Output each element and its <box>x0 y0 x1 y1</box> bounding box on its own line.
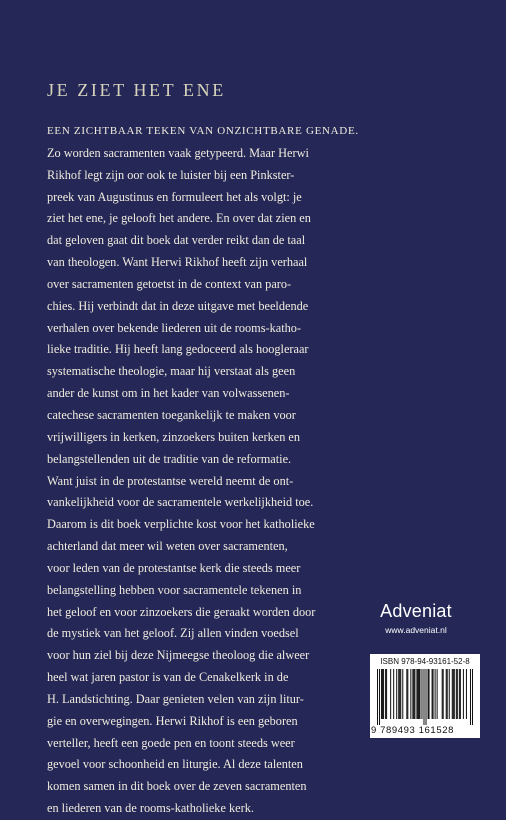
blurb-line: over sacramenten getoetst in de context van paro- <box>47 276 292 291</box>
blurb-line: Want juist in de protestantse wereld neemt de ont- <box>47 473 294 488</box>
blurb-line: vrijwilligers in kerken, zinzoekers buiten kerken en <box>47 429 301 444</box>
barcode-graphic <box>377 669 473 725</box>
blurb-line: het geloof en voor zinzoekers die geraakt worden door <box>47 604 316 619</box>
blurb-text <box>47 121 359 820</box>
barcode-bar <box>432 669 433 719</box>
barcode-bar <box>466 669 467 719</box>
barcode-bar <box>443 669 444 719</box>
barcode-bar <box>396 669 397 719</box>
barcode-bar <box>416 669 417 719</box>
barcode-bar <box>381 669 382 719</box>
barcode-bar <box>382 669 383 719</box>
barcode-bar <box>390 669 391 719</box>
barcode-bar <box>457 669 458 719</box>
blurb-line: systematische theologie, maar hij verstaat als geen <box>47 364 296 379</box>
barcode-bar <box>385 669 386 719</box>
barcode-bar <box>426 669 427 725</box>
publisher-url: www.adveniat.nl <box>385 625 447 635</box>
blurb-line: belangstellenden uit de traditie van de reformatie. <box>47 451 292 466</box>
barcode-bar <box>407 669 408 719</box>
blurb-line: vankelijkheid voor de sacramentele werkelijkheid toe. <box>47 495 314 510</box>
isbn-barcode-panel <box>370 654 480 738</box>
barcode-bar <box>398 669 399 719</box>
barcode-bar <box>399 669 400 719</box>
barcode-bar <box>428 669 429 719</box>
blurb-line: heel wat jaren pastor is van de Cenakelkerk in de <box>47 670 289 685</box>
barcode-bar <box>402 669 403 719</box>
blurb-line: Daarom is dit boek verplichte kost voor het katholieke <box>47 517 315 532</box>
publisher-name: Adveniat <box>380 601 452 621</box>
blurb-line: voor leden van de protestantse kerk die steeds meer <box>47 560 301 575</box>
barcode-bar <box>463 669 464 719</box>
barcode-bar <box>453 669 454 719</box>
barcode-bar <box>414 669 415 719</box>
barcode-digits: 9 789493 161528 <box>371 725 454 736</box>
blurb-line: komen samen in dit boek over de zeven sacramenten <box>47 779 307 794</box>
barcode-bar <box>410 669 411 719</box>
barcode-bar <box>442 669 443 719</box>
barcode-bar <box>459 669 460 719</box>
blurb-line: en liederen van de rooms-katholieke kerk. <box>47 801 254 816</box>
barcode-bar <box>417 669 418 719</box>
barcode-bar <box>452 669 453 719</box>
barcode-bar <box>377 669 378 725</box>
barcode-bar <box>419 669 420 719</box>
barcode-bar <box>460 669 461 719</box>
cover-title: JE ZIET HET ENE <box>47 80 226 100</box>
blurb-line: achterland dat meer wil weten over sacramenten, <box>47 539 288 554</box>
barcode-bar <box>433 669 434 719</box>
barcode-bar <box>472 669 473 725</box>
publisher-logo <box>372 601 460 635</box>
blurb-line: H. Landstichting. Daar genieten velen van zijn litur- <box>47 691 304 706</box>
blurb-line: van theologen. Want Herwi Rikhof heeft zijn verhaal <box>47 255 308 270</box>
blurb-line: chies. Hij verbindt dat in deze uitgave met beeldende <box>47 298 309 313</box>
barcode-bar <box>456 669 457 719</box>
blurb-line: gevoel voor schoonheid en liturgie. Al deze talenten <box>47 757 303 772</box>
barcode-bar <box>413 669 414 719</box>
blurb-line: Zo worden sacramenten vaak getypeerd. Maar Herwi <box>47 145 309 160</box>
blurb-lead-line: EEN ZICHTBAAR TEKEN VAN ONZICHTBARE GENADE. <box>47 125 359 137</box>
barcode-bar <box>400 669 401 719</box>
barcode-bar <box>423 669 424 725</box>
barcode-bar <box>437 669 438 719</box>
barcode-bar <box>446 669 447 719</box>
blurb-line: belangstelling hebben voor sacramentele tekenen in <box>47 582 302 597</box>
barcode-bar <box>421 669 422 719</box>
barcode-bar <box>386 669 387 719</box>
blurb-line: catechese sacramenten toegankelijk te maken voor <box>47 407 296 422</box>
barcode-bar <box>447 669 448 719</box>
blurb-line: dat geloven gaat dit boek dat verder reikt dan de taal <box>47 233 306 248</box>
blurb-line: ander de kunst om in het kader van volwassenen- <box>47 386 290 401</box>
barcode-bar <box>383 669 384 719</box>
blurb-line: Rikhof legt zijn oor ook te luister bij een Pinkster- <box>47 167 295 182</box>
barcode-bar <box>449 669 450 719</box>
barcode-bar <box>406 669 407 719</box>
barcode-bar <box>454 669 455 719</box>
blurb-line: de mystiek van het geloof. Zij allen vinden voedsel <box>47 626 299 641</box>
barcode-bar <box>393 669 394 719</box>
barcode-bar <box>429 669 430 719</box>
barcode-bar <box>418 669 419 719</box>
blurb-line: preek van Augustinus en formuleert het als volgt: je <box>47 189 302 204</box>
blurb-line: verteller, heeft een goede pen en toont steeds weer <box>47 735 295 750</box>
blurb-line: verhalen over bekende liederen uit de rooms-katho- <box>47 320 302 335</box>
barcode-bar <box>435 669 436 719</box>
blurb-line: voor hun ziel bij deze Nijmeegse theoloog die alweer <box>47 648 310 663</box>
isbn-label: ISBN 978-94-93161-52-8 <box>380 657 470 666</box>
blurb-line: ziet het ene, je gelooft het andere. En over dat zien en <box>47 211 311 226</box>
blurb-line: lieke traditie. Hij heeft lang gedoceerd als hoogleraar <box>47 342 309 357</box>
blurb-line: gie en overwegingen. Herwi Rikhof is een geboren <box>47 713 298 728</box>
barcode-bar <box>470 669 471 725</box>
barcode-bar <box>412 669 413 719</box>
barcode-bar <box>379 669 380 725</box>
